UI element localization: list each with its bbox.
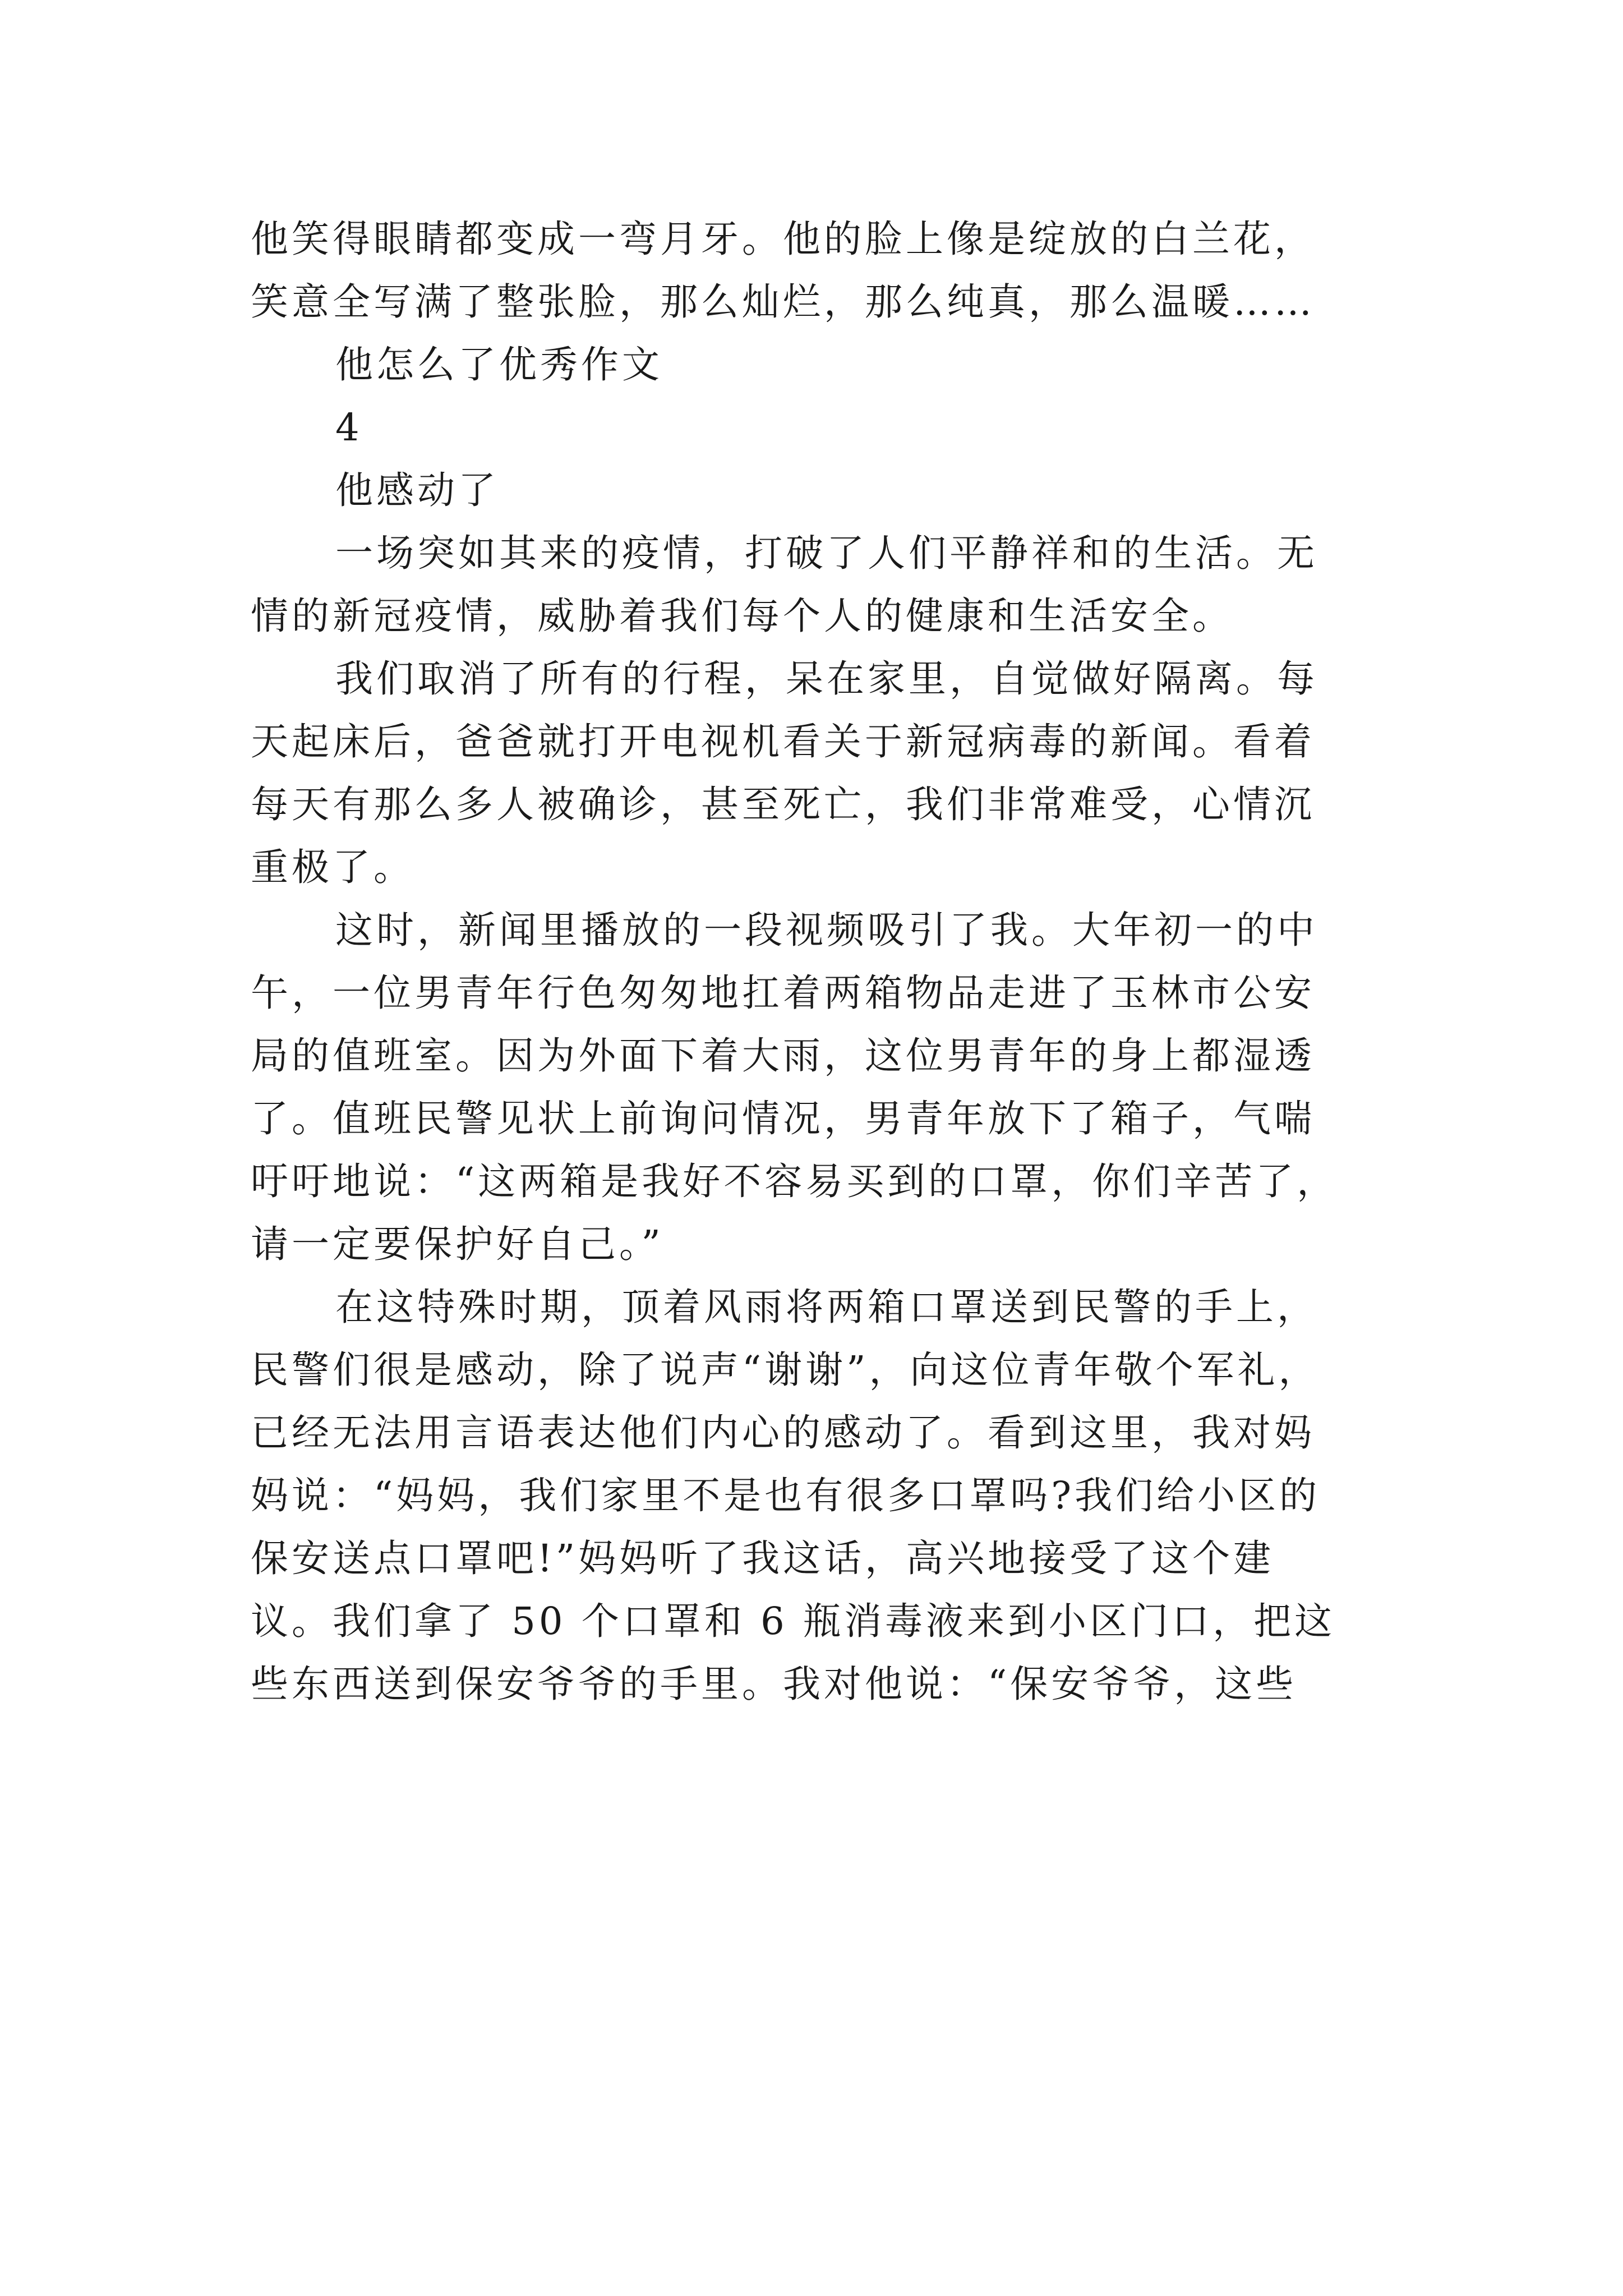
text-line: 妈说：“妈妈，我们家里不是也有很多口罩吗?我们给小区的 — [251, 1474, 1321, 1517]
text-line: 午，一位男青年行色匆匆地扛着两箱物品走进了玉林市公安 — [251, 971, 1315, 1015]
text-line: 重极了。 — [251, 845, 414, 889]
text-line: 一场突如其来的疫情，打破了人们平静祥和的生活。无 — [335, 531, 1318, 575]
text-line: 已经无法用言语表达他们内心的感动了。看到这里，我对妈 — [251, 1411, 1315, 1455]
text-line: 议。我们拿了 50 个口罩和 6 瓶消毒液来到小区门口，把这 — [251, 1599, 1336, 1643]
text-line: 在这特殊时期，顶着风雨将两箱口罩送到民警的手上， — [335, 1285, 1318, 1329]
text-line: 情的新冠疫情，威胁着我们每个人的健康和生活安全。 — [251, 594, 1233, 638]
text-line: 局的值班室。因为外面下着大雨，这位男青年的身上都湿透 — [251, 1034, 1315, 1078]
essay-subtitle: 他感动了 — [335, 468, 499, 512]
text-line: 我们取消了所有的行程，呆在家里，自觉做好隔离。每 — [335, 657, 1318, 701]
text-line: 每天有那么多人被确诊，甚至死亡，我们非常难受，心情沉 — [251, 783, 1315, 826]
text-line: 民警们很是感动，除了说声“谢谢”，向这位青年敬个军礼， — [251, 1348, 1320, 1392]
text-line: 请一定要保护好自己。” — [251, 1222, 664, 1266]
text-line: 笑意全写满了整张脸，那么灿烂，那么纯真，那么温暖…… — [251, 280, 1315, 324]
essay-number: 4 — [335, 406, 363, 449]
essay-title: 他怎么了优秀作文 — [335, 343, 663, 386]
text-line: 保安送点口罩吧!”妈妈听了我这话，高兴地接受了这个建 — [251, 1536, 1275, 1580]
text-line: 了。值班民警见状上前询问情况，男青年放下了箱子，气喘 — [251, 1097, 1315, 1140]
text-line: 些东西送到保安爷爷的手里。我对他说：“保安爷爷，这些 — [251, 1662, 1297, 1706]
text-line: 他笑得眼睛都变成一弯月牙。他的脸上像是绽放的白兰花， — [251, 217, 1315, 261]
text-line: 这时，新闻里播放的一段视频吸引了我。大年初一的中 — [335, 908, 1318, 952]
body-text — [251, 208, 1378, 1715]
text-line: 吁吁地说：“这两箱是我好不容易买到的口罩，你们辛苦了， — [251, 1159, 1338, 1203]
text-line: 天起床后，爸爸就打开电视机看关于新冠病毒的新闻。看着 — [251, 720, 1315, 763]
